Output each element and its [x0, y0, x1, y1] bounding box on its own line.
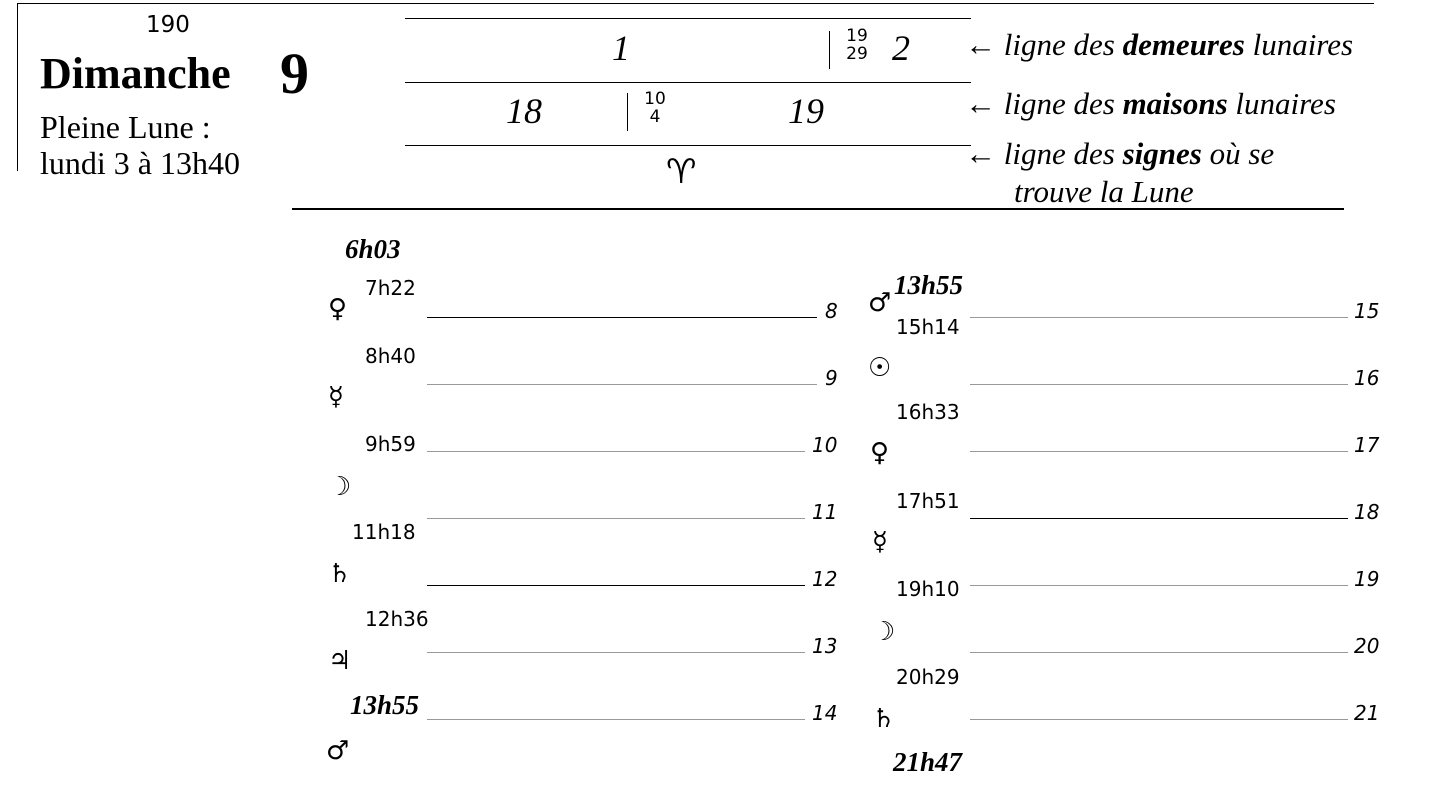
hour-number: 18 — [1354, 500, 1380, 524]
legend-text-bold: signes — [1122, 136, 1202, 171]
hour-time-bold: 13h55 — [894, 270, 964, 300]
demeure-first: 1 — [612, 28, 630, 68]
hour-rule — [427, 719, 805, 720]
sunset-time: 21h47 — [893, 747, 963, 777]
mars-icon: ♂ — [326, 736, 350, 766]
hour-rule — [427, 317, 817, 318]
hour-time: 11h18 — [352, 520, 416, 544]
hour-number: 12 — [812, 567, 838, 591]
hour-number: 9 — [825, 366, 838, 390]
demeure-change-bottom: 29 — [846, 43, 868, 64]
left-arrow-icon: ← — [965, 27, 996, 62]
maison-change-fraction — [640, 91, 670, 127]
hour-number: 15 — [1354, 299, 1380, 323]
maison-second: 19 — [788, 91, 824, 131]
hour-number: 10 — [812, 433, 838, 457]
aries-sign-icon: ♈ — [666, 152, 697, 192]
mercury-icon: ☿ — [328, 382, 344, 412]
saturn-icon: ♄ — [872, 704, 896, 734]
hour-time: 16h33 — [896, 400, 960, 424]
hour-rule — [427, 585, 805, 586]
top-border — [17, 3, 1374, 4]
day-number: 9 — [280, 41, 309, 106]
demeure-second: 2 — [892, 28, 910, 68]
sun-icon: ☉ — [868, 353, 892, 383]
table-line-2 — [405, 82, 971, 83]
hour-number: 17 — [1354, 433, 1380, 457]
mercury-icon: ☿ — [872, 527, 888, 557]
hour-time: 7h22 — [365, 276, 416, 300]
hour-time: 17h51 — [896, 489, 960, 513]
maison-change-bottom: 4 — [649, 106, 661, 127]
hour-number: 19 — [1354, 567, 1380, 591]
demeure-change-bar — [829, 31, 830, 69]
demeure-change-fraction — [841, 28, 873, 64]
hour-time: 12h36 — [365, 607, 429, 631]
legend-text-bold: demeures — [1122, 27, 1245, 62]
legend-demeures — [965, 26, 1353, 63]
venus-icon: ♀ — [870, 438, 890, 468]
page-number: 190 — [146, 12, 190, 38]
maison-change-bar — [627, 93, 628, 131]
left-border — [17, 3, 18, 171]
hour-time: 8h40 — [365, 344, 416, 368]
hour-rule — [427, 518, 805, 519]
moon-phase-date: lundi 3 à 13h40 — [40, 145, 240, 181]
legend-text-post: où se — [1201, 136, 1275, 171]
hour-rule — [427, 384, 817, 385]
legend-text-post: lunaires — [1227, 86, 1336, 121]
saturn-icon: ♄ — [328, 559, 352, 589]
moon-icon: ☽ — [872, 617, 896, 647]
legend-signes — [965, 135, 1274, 173]
hour-rule — [970, 317, 1348, 318]
legend-signes-line2: trouve la Lune — [1014, 174, 1194, 209]
venus-icon: ♀ — [328, 294, 348, 324]
hour-rule — [427, 652, 805, 653]
table-line-3 — [405, 145, 971, 146]
jupiter-icon: ♃ — [328, 646, 352, 676]
legend-text-bold: maisons — [1122, 86, 1228, 121]
legend-text-pre: ligne des — [1003, 86, 1123, 121]
table-top-line — [405, 18, 971, 19]
hour-number: 20 — [1354, 634, 1380, 658]
hour-rule — [970, 652, 1348, 653]
left-arrow-icon: ← — [965, 86, 996, 121]
day-name: Dimanche — [40, 49, 231, 98]
hour-number: 21 — [1354, 701, 1380, 725]
hour-time: 19h10 — [896, 577, 960, 601]
mars-icon: ♂ — [868, 288, 892, 318]
hour-time: 9h59 — [365, 432, 416, 456]
maison-first: 18 — [506, 91, 542, 131]
hour-time: 15h14 — [896, 315, 960, 339]
moon-icon: ☽ — [328, 472, 352, 502]
hour-number: 13 — [812, 634, 838, 658]
hour-rule — [970, 451, 1348, 452]
hour-time-bold: 13h55 — [350, 690, 420, 720]
sunrise-time: 6h03 — [345, 234, 401, 264]
legend-text-pre: ligne des — [1003, 136, 1123, 171]
hour-rule — [970, 585, 1348, 586]
hour-rule — [427, 451, 805, 452]
legend-text-post: lunaires — [1244, 27, 1354, 62]
hour-time: 20h29 — [896, 665, 960, 689]
hour-rule — [970, 518, 1348, 519]
legend-text-pre: ligne des — [1003, 27, 1123, 62]
maison-change-top: 10 — [644, 89, 666, 109]
legend-maisons — [965, 85, 1336, 122]
moon-phase-label: Pleine Lune : — [40, 109, 211, 145]
hour-number: 16 — [1354, 366, 1380, 390]
left-arrow-icon: ← — [965, 136, 996, 171]
hour-number: 8 — [825, 299, 838, 323]
hour-number: 14 — [812, 701, 838, 725]
hour-rule — [970, 384, 1348, 385]
hour-rule — [970, 719, 1348, 720]
hour-number: 11 — [812, 500, 838, 524]
demeure-change-top: 19 — [846, 26, 868, 46]
